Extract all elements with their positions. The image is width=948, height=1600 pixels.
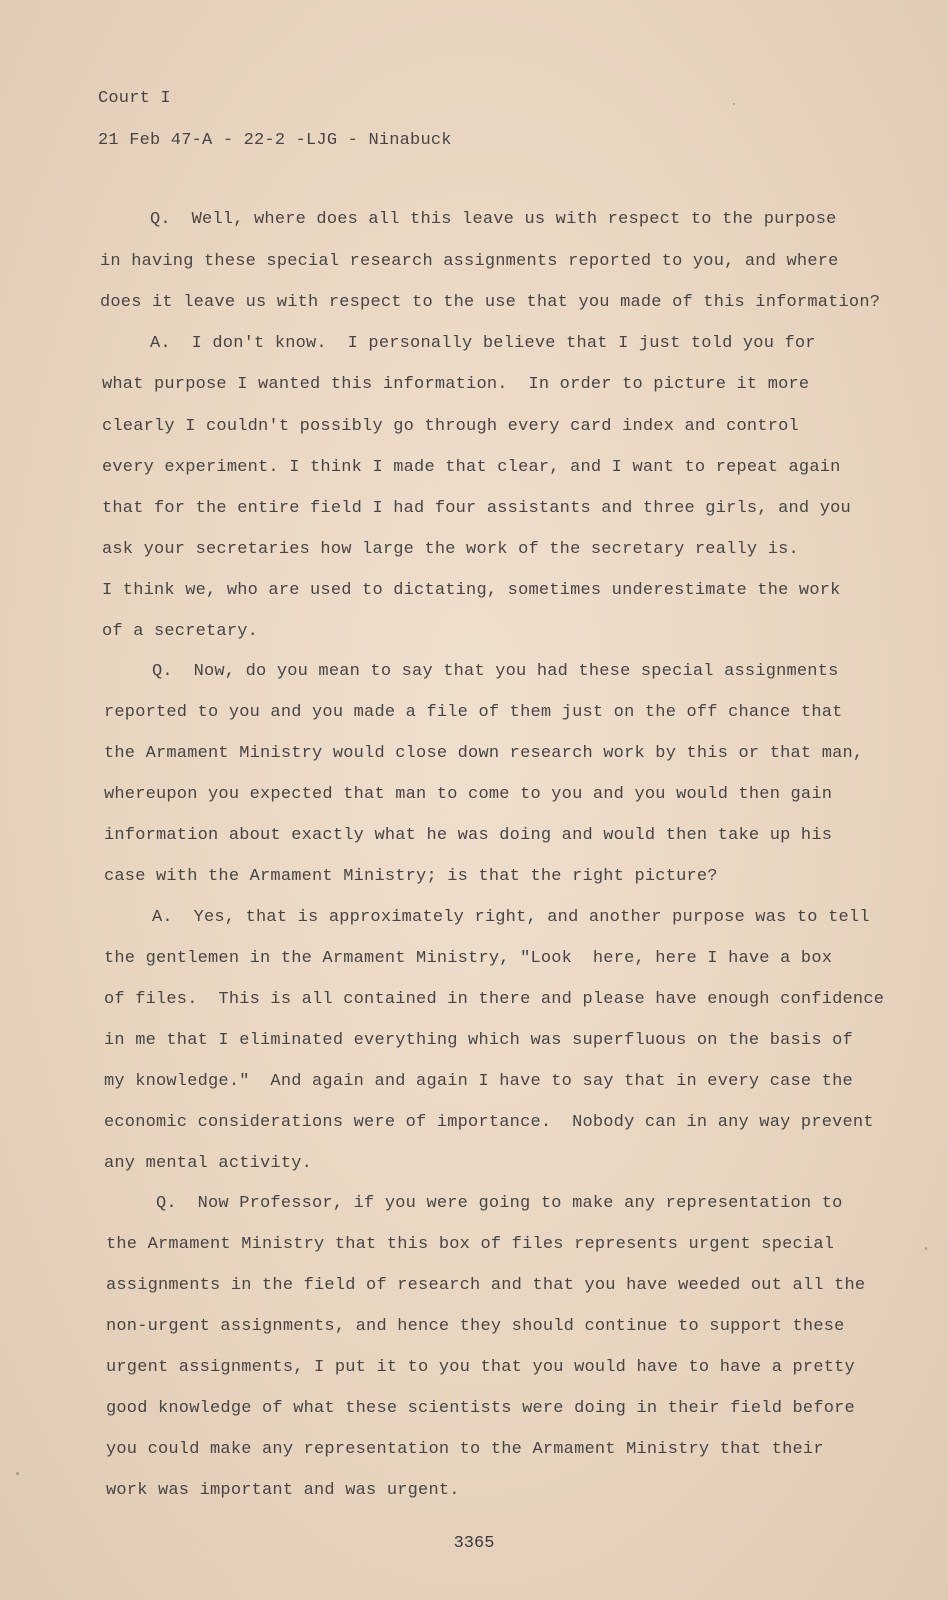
session-line: 21 Feb 47-A - 22-2 -LJG - Ninabuck — [98, 131, 452, 150]
text-line: the gentlemen in the Armament Ministry, "Look here, here I have a box — [104, 949, 833, 968]
court-label: Court I — [98, 89, 171, 108]
text-line: in having these special research assignments reported to you, and where — [100, 252, 839, 271]
text-line: A. Yes, that is approximately right, and another purpose was to tell — [152, 908, 870, 927]
text-line: my knowledge." And again and again I have to say that in every case the — [104, 1072, 853, 1091]
text-line: Q. Well, where does all this leave us with respect to the purpose — [150, 210, 837, 229]
text-line: case with the Armament Ministry; is that the right picture? — [104, 867, 718, 886]
text-line: every experiment. I think I made that clear, and I want to repeat again — [102, 458, 841, 477]
text-line: what purpose I wanted this information. In order to picture it more — [102, 375, 810, 394]
text-line: clearly I couldn't possibly go through every card index and control — [102, 417, 799, 436]
text-line: that for the entire field I had four assistants and three girls, and you — [102, 499, 851, 518]
text-line: any mental activity. — [104, 1154, 313, 1173]
text-line: non-urgent assignments, and hence they should continue to support these — [106, 1317, 845, 1336]
page-number: 3365 — [453, 1534, 495, 1553]
text-line: ask your secretaries how large the work of the secretary really is. — [102, 540, 799, 559]
text-line: urgent assignments, I put it to you that you would have to have a pretty — [106, 1358, 855, 1377]
text-line: reported to you and you made a file of them just on the off chance that — [104, 703, 843, 722]
text-line: whereupon you expected that man to come to you and you would then gain — [104, 785, 833, 804]
text-line: economic considerations were of importance. Nobody can in any way prevent — [104, 1113, 874, 1132]
text-line: A. I don't know. I personally believe that I just told you for — [150, 334, 816, 353]
text-line: Q. Now Professor, if you were going to make any representation to — [156, 1194, 843, 1213]
text-line: of a secretary. — [102, 622, 259, 641]
paper-speck — [733, 103, 735, 105]
text-line: Q. Now, do you mean to say that you had these special assignments — [152, 662, 839, 681]
text-line: does it leave us with respect to the use that you made of this information? — [100, 293, 881, 312]
text-line: you could make any representation to the Armament Ministry that their — [106, 1440, 824, 1459]
text-line: I think we, who are used to dictating, sometimes underestimate the work — [102, 581, 841, 600]
text-line: the Armament Ministry that this box of files represents urgent special — [106, 1235, 835, 1254]
text-line: information about exactly what he was doing and would then take up his — [104, 826, 833, 845]
text-line: in me that I eliminated everything which was superfluous on the basis of — [104, 1031, 853, 1050]
paper-speck — [16, 1472, 19, 1475]
text-line: good knowledge of what these scientists were doing in their field before — [106, 1399, 855, 1418]
text-line: of files. This is all contained in there and please have enough confidence — [104, 990, 885, 1009]
paper-speck — [925, 1247, 927, 1250]
text-line: assignments in the field of research and that you have weeded out all the — [106, 1276, 866, 1295]
text-line: the Armament Ministry would close down research work by this or that man, — [104, 744, 864, 763]
text-line: work was important and was urgent. — [106, 1481, 460, 1500]
